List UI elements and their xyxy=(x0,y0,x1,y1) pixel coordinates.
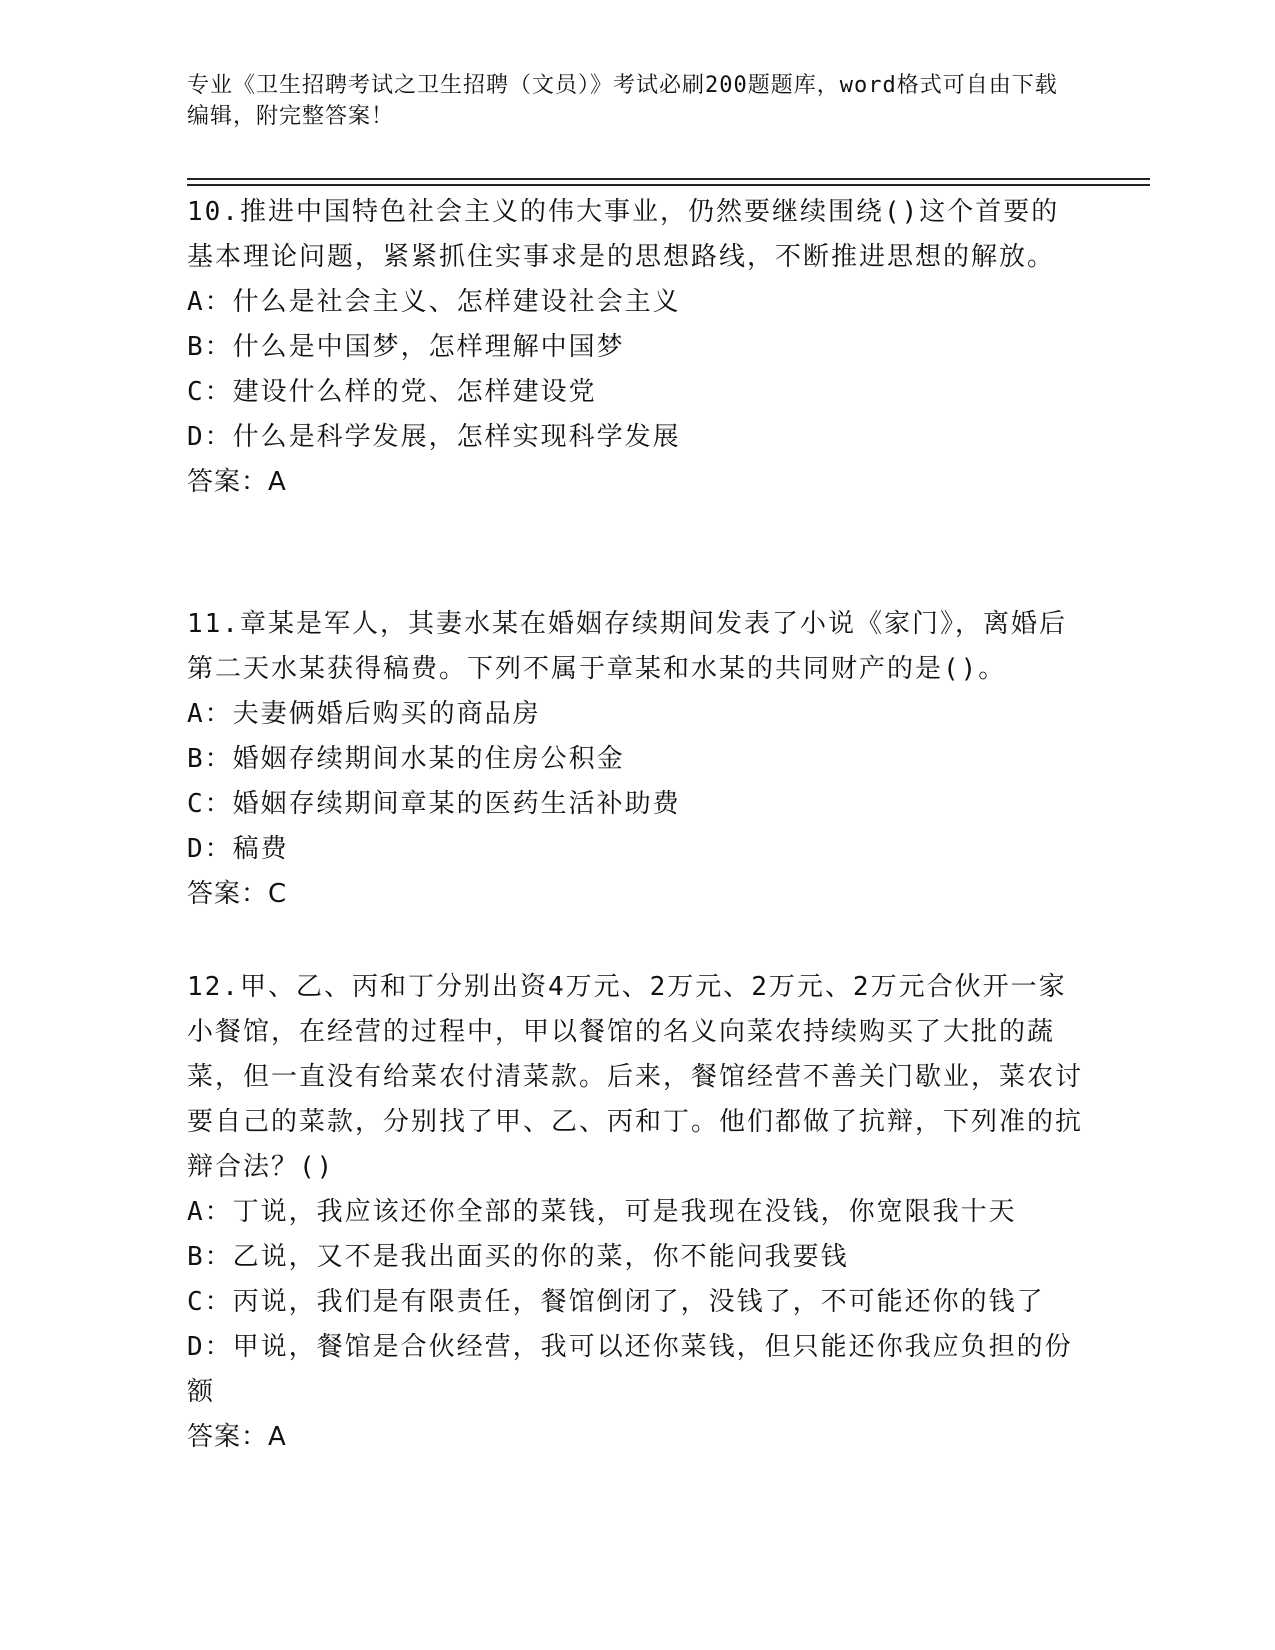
option-c: C：婚姻存续期间章某的医药生活补助费 xyxy=(187,789,681,819)
option-a: A：夫妻俩婚后购买的商品房 xyxy=(187,699,541,729)
header-divider-top xyxy=(187,178,1150,180)
option-b: B：什么是中国梦，怎样理解中国梦 xyxy=(187,332,625,362)
option-d: D：甲说，餐馆是合伙经营，我可以还你菜钱，但只能还你我应负担的份额 xyxy=(187,1332,1073,1407)
option-a: A：丁说，我应该还你全部的菜钱，可是我现在没钱，你宽限我十天 xyxy=(187,1197,1017,1227)
question-stem: 12.甲、乙、丙和丁分别出资4万元、2万元、2万元、2万元合伙开一家小餐馆，在经营的过程中，甲以餐馆的名义向菜农持续购买了大批的蔬菜，但一直没有给菜农付清菜款。后来，餐馆经营不善关门歇业，菜农讨要自己的菜款，分别找了甲、乙、丙和丁。他们都做了抗辩，下列准的抗辩合法？() xyxy=(187,972,1084,1182)
answer-line: 答案：C xyxy=(187,879,288,909)
option-c: C：丙说，我们是有限责任，餐馆倒闭了，没钱了，不可能还你的钱了 xyxy=(187,1287,1045,1317)
question-12 xyxy=(187,965,1087,1460)
question-11 xyxy=(187,602,1087,917)
question-stem: 11.章某是军人，其妻水某在婚姻存续期间发表了小说《家门》，离婚后第二天水某获得稿费。下列不属于章某和水某的共同财产的是()。 xyxy=(187,609,1067,684)
option-c: C：建设什么样的党、怎样建设党 xyxy=(187,377,597,407)
question-10 xyxy=(187,190,1087,505)
answer-line: 答案：A xyxy=(187,467,287,497)
option-a: A：什么是社会主义、怎样建设社会主义 xyxy=(187,287,681,317)
question-stem: 10.推进中国特色社会主义的伟大事业，仍然要继续围绕()这个首要的基本理论问题，紧紧抓住实事求是的思想路线，不断推进思想的解放。 xyxy=(187,197,1060,272)
option-b: B：乙说，又不是我出面买的你的菜，你不能问我要钱 xyxy=(187,1242,849,1272)
answer-line: 答案：A xyxy=(187,1422,287,1452)
option-d: D：稿费 xyxy=(187,834,289,864)
header-divider-bottom xyxy=(187,184,1150,186)
option-d: D：什么是科学发展，怎样实现科学发展 xyxy=(187,422,681,452)
option-b: B：婚姻存续期间水某的住房公积金 xyxy=(187,744,625,774)
document-header: 专业《卫生招聘考试之卫生招聘（文员）》考试必刷200题题库，word格式可自由下载编辑，附完整答案！ xyxy=(187,73,1058,129)
